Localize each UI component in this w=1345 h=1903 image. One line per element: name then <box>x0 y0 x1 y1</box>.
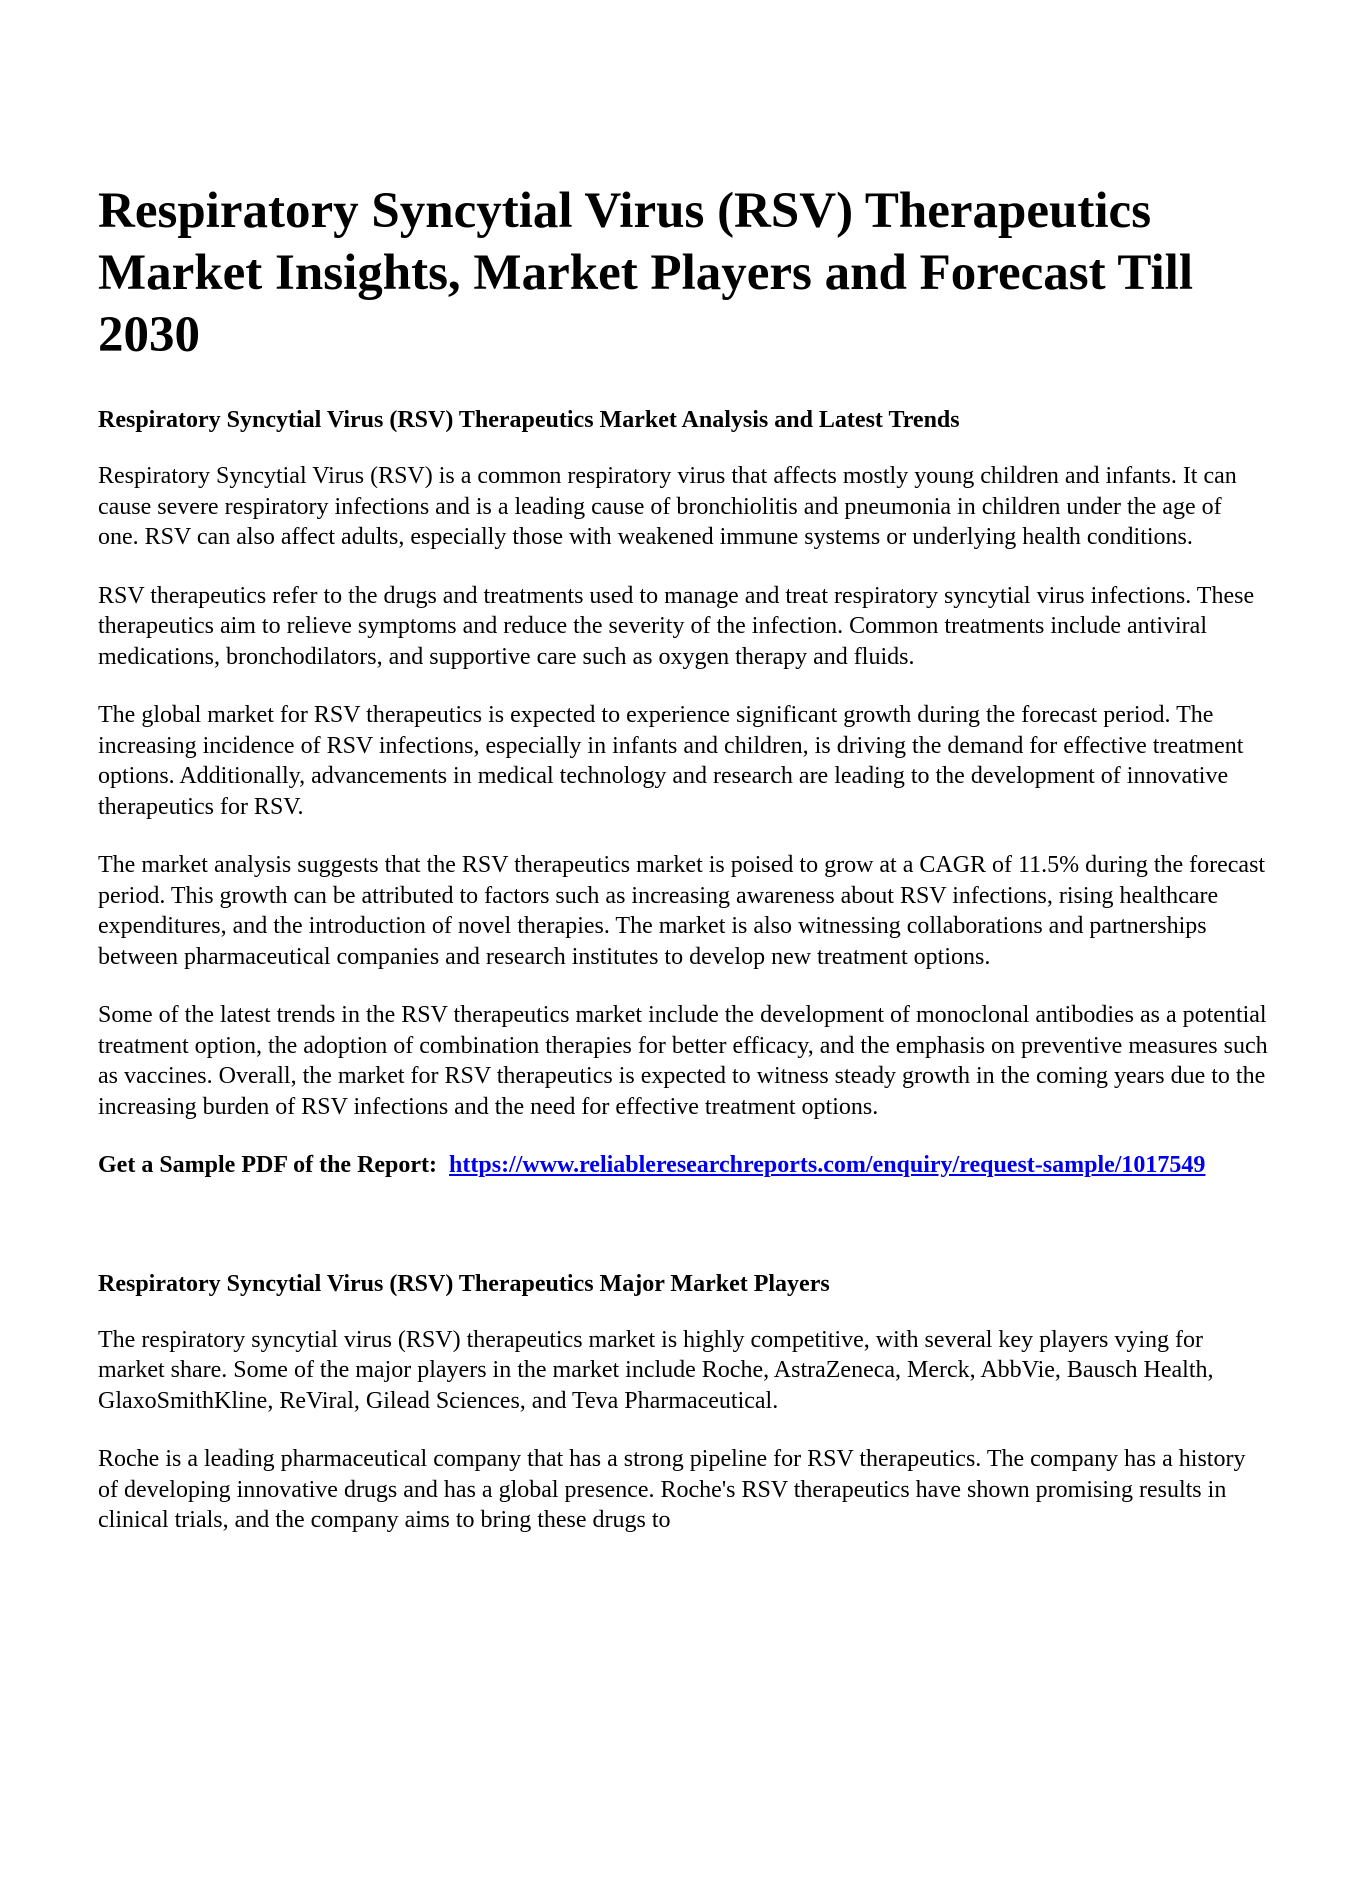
document-page <box>98 180 1268 1564</box>
sample-pdf-line <box>98 1150 1268 1181</box>
paragraph: Roche is a leading pharmaceutical company that has a strong pipeline for RSV therapeutics. The company has a history of developing innovative drugs and has a global presence. Roche's RSV therapeutics have shown promising results in clinical trials, and the company aims to bring these drugs to <box>98 1446 1246 1533</box>
paragraph: RSV therapeutics refer to the drugs and treatments used to manage and treat respiratory syncytial virus infections. These therapeutics aim to relieve symptoms and reduce the severity of the infection. Common treatments include antiviral medications, bronchodilators, and supportive care such as oxygen therapy and fluids. <box>98 582 1255 670</box>
paragraph: The global market for RSV therapeutics is expected to experience significant growth during the forecast period. The increasing incidence of RSV infections, especially in infants and children, is driving the demand for effective treatment options. Additionally, advancements in medical technology and research are leading to the development of innovative therapeutics for RSV. <box>98 702 1244 820</box>
page-title: Respiratory Syncytial Virus (RSV) Therapeutics Market Insights, Market Players and Forecast Till 2030 <box>98 183 1194 363</box>
section-heading-players: Respiratory Syncytial Virus (RSV) Therapeutics Major Market Players <box>98 1270 830 1297</box>
paragraph: Respiratory Syncytial Virus (RSV) is a common respiratory virus that affects mostly young children and infants. It can cause severe respiratory infections and is a leading cause of bronchiolitis and pneumonia in children under the age of one. RSV can also affect adults, especially those with weakened immune systems or underlying health conditions. <box>98 463 1237 550</box>
paragraph: Some of the latest trends in the RSV therapeutics market include the development of monoclonal antibodies as a potential treatment option, the adoption of combination therapies for better efficacy, and the emphasis on preventive measures such as vaccines. Overall, the market for RSV therapeutics is expected to witness steady growth in the coming years due to the increasing burden of RSV infections and the need for effective treatment options. <box>98 1002 1268 1120</box>
paragraph: The market analysis suggests that the RSV therapeutics market is poised to grow at a CAGR of 11.5% during the forecast period. This growth can be attributed to factors such as increasing awareness about RSV infections, rising healthcare expenditures, and the introduction of novel therapies. The market is also witnessing collaborations and partnerships between pharmaceutical companies and research institutes to develop new treatment options. <box>98 852 1266 970</box>
sample-pdf-label: Get a Sample PDF of the Report: <box>98 1152 438 1178</box>
paragraph: The respiratory syncytial virus (RSV) therapeutics market is highly competitive, with several key players vying for market share. Some of the major players in the market include Roche, AstraZeneca, Merck, AbbVie, Bausch Health, GlaxoSmithKline, ReViral, Gilead Sciences, and Teva Pharmaceutical. <box>98 1326 1214 1414</box>
section-heading-analysis: Respiratory Syncytial Virus (RSV) Therapeutics Market Analysis and Latest Trends <box>98 407 960 433</box>
sample-pdf-link[interactable]: https://www.reliableresearchreports.com/enquiry/request-sample/1017549 <box>449 1152 1206 1178</box>
